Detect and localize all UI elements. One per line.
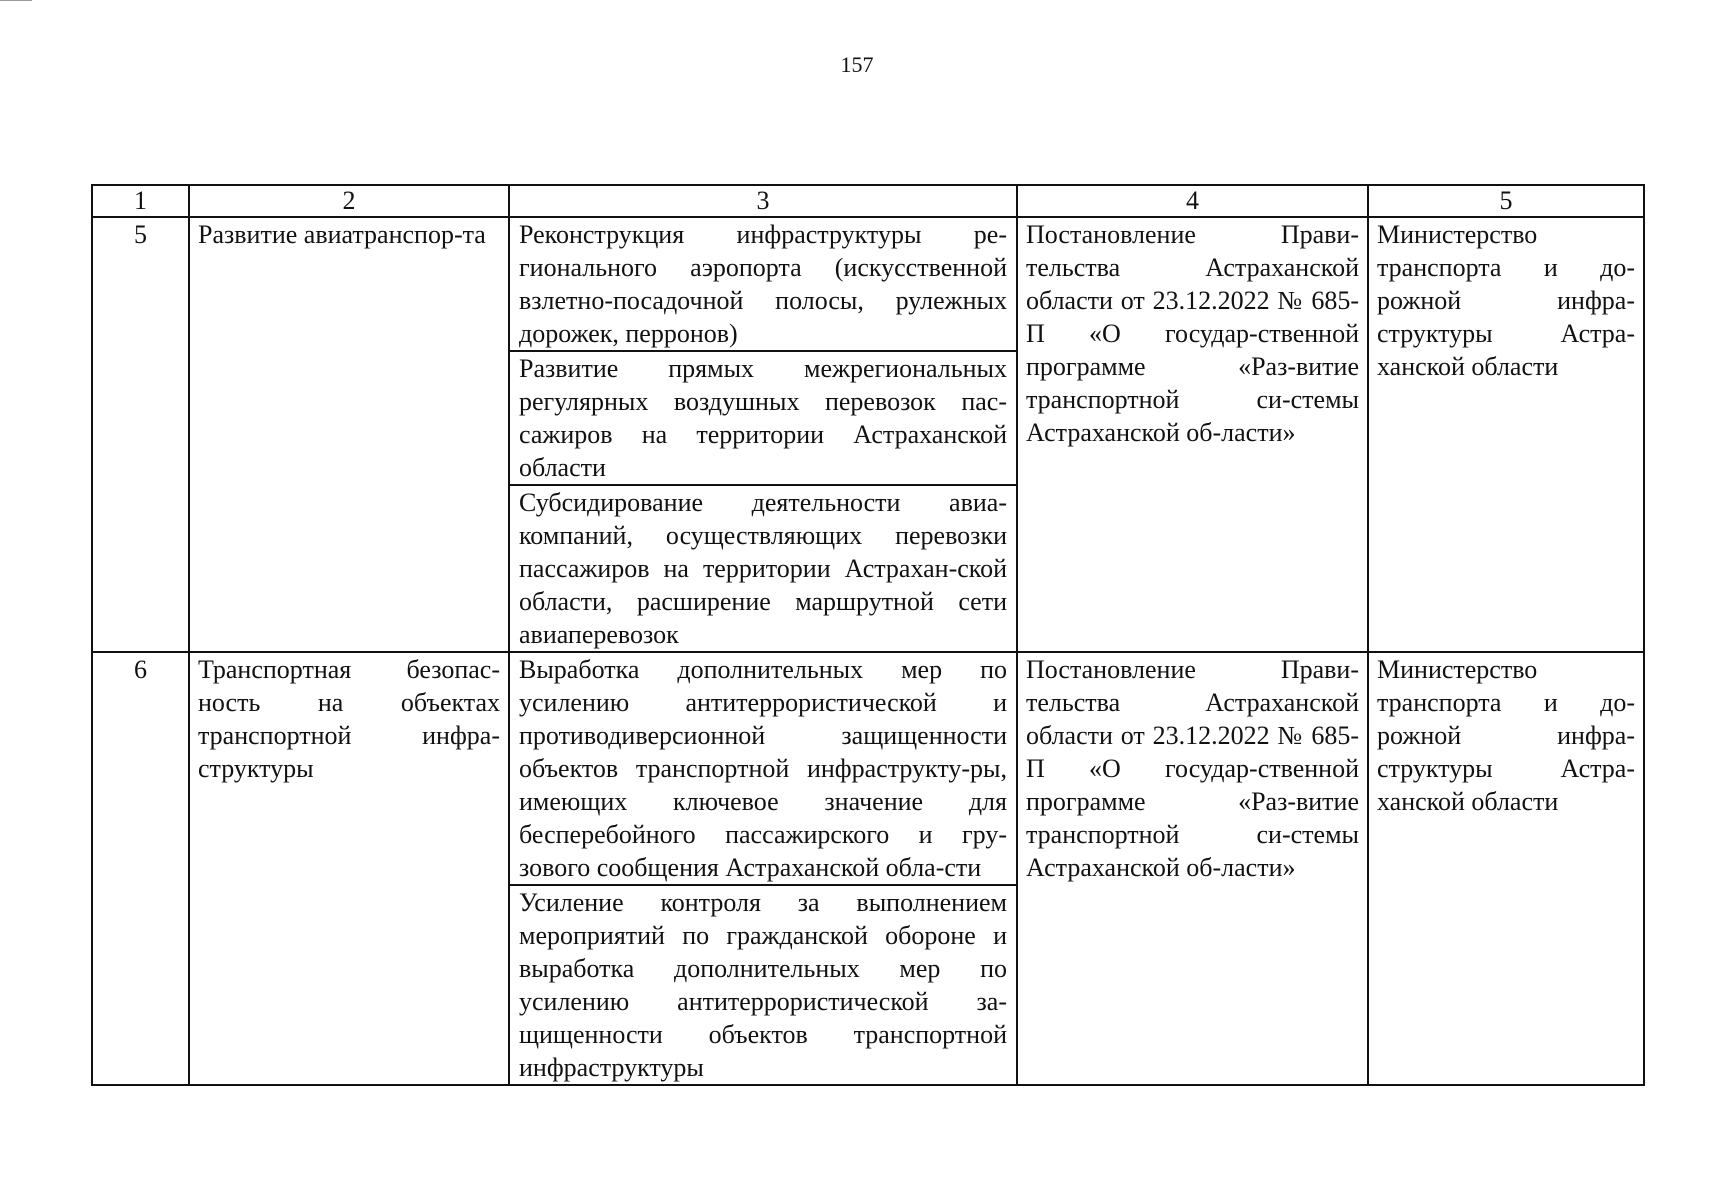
measure-item: Развитие прямых межрегиональных регулярных воздушных перевозок пас-сажиров на территории Астраханской области <box>510 350 1016 484</box>
responsible-cell: Министерство транспорта и до-рожной инфра-структуры Астра-ханской области <box>1368 652 1644 1085</box>
responsible-cell: Министерство транспорта и до-рожной инфра-структуры Астра-ханской области <box>1368 217 1644 652</box>
header-cell-5: 5 <box>1368 185 1644 217</box>
row-number: 5 <box>92 217 189 652</box>
table-row <box>92 217 1644 652</box>
measure-item: Реконструкция инфраструктуры ре-гионального аэропорта (искусственной взлетно-посадочной полосы, рулежных дорожек, перронов) <box>519 220 1007 348</box>
table-header-row <box>92 185 1644 217</box>
measure-item: Усиление контроля за выполнением мероприятий по гражданской обороне и выработка дополнительных мер по усилению антитеррористической за-щищенности объектов транспортной инфраструктуры <box>510 884 1016 1084</box>
row-number: 6 <box>92 652 189 1085</box>
scan-edge-mark <box>0 0 32 1</box>
measures-table <box>91 184 1645 1086</box>
document-cell: Постановление Прави-тельства Астраханской области от 23.12.2022 № 685-П «О государ-ственной программе «Раз-витие транспортной си-стемы Астраханской об-ласти» <box>1017 652 1368 1085</box>
measures-cell <box>509 652 1017 1085</box>
header-cell-4: 4 <box>1017 185 1368 217</box>
page-number: 157 <box>840 52 874 77</box>
document-cell: Постановление Прави-тельства Астраханской области от 23.12.2022 № 685-П «О государ-ственной программе «Раз-витие транспортной си-стемы Астраханской об-ласти» <box>1017 217 1368 652</box>
header-cell-2: 2 <box>189 185 509 217</box>
direction-cell: Транспортная безопас-ность на объектах транспортной инфра-структуры <box>189 652 509 1085</box>
measure-item: Субсидирование деятельности авиа-компаний, осуществляющих перевозки пассажиров на территории Астрахан-ской области, расширение маршрутной сети авиаперевозок <box>510 484 1016 651</box>
direction-cell: Развитие авиатранспор-та <box>189 217 509 652</box>
header-cell-3: 3 <box>509 185 1017 217</box>
measure-item: Выработка дополнительных мер по усилению антитеррористической и противодиверсионной защищенности объектов транспортной инфраструкту-ры, имеющих ключевое значение для бесперебойного пассажирского и гру-зового сообщения Астраханской обла-сти <box>519 655 1007 882</box>
table-row <box>92 652 1644 1085</box>
header-cell-1: 1 <box>92 185 189 217</box>
measures-cell <box>509 217 1017 652</box>
